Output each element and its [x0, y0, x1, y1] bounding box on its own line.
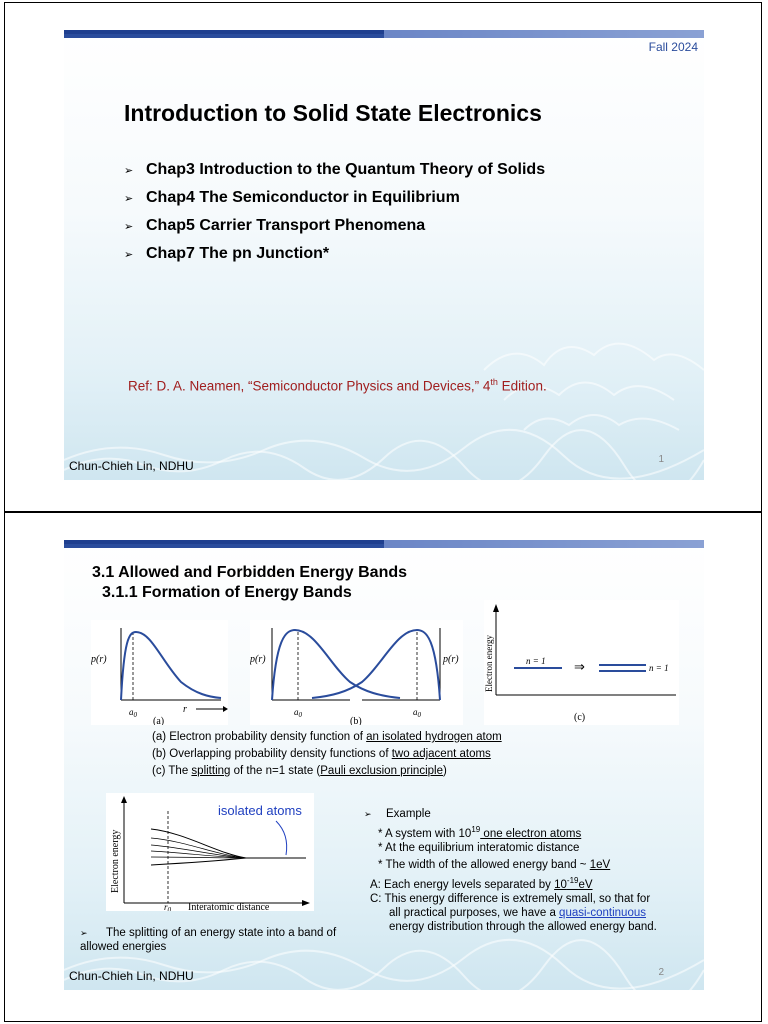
example-line-3: * The width of the allowed energy band ~ 1eV: [378, 859, 611, 871]
svg-text:a0: $a_0$: [129, 707, 137, 719]
svg-text:isolated atoms: isolated atoms: [218, 803, 302, 818]
page-number: 1: [658, 454, 664, 465]
example-line-1: * A system with $10^{19}$ one electron atoms: [378, 825, 582, 840]
figure-band-formation: [106, 793, 314, 911]
slide-2: [64, 540, 704, 990]
page-number: 2: [658, 967, 664, 978]
figure-a-isolated-atom: [91, 620, 228, 725]
slide-title: Introduction to Solid State Electronics: [124, 100, 542, 126]
svg-text:⇒: ⇒: [574, 659, 585, 674]
subsection-heading: 3.1.1 Formation of Energy Bands: [102, 584, 352, 601]
example-answer-a: A: Each energy levels separated by $10^{-19}eV$: [370, 876, 593, 891]
svg-text:Electron energy: Electron energy: [484, 634, 494, 692]
semester-label: Fall 2024: [648, 40, 698, 54]
chapter-item: ➢ Chap4 The Semiconductor in Equilibrium: [124, 189, 460, 206]
band-note: ➢ The splitting of an energy state into a band of allowed energies: [80, 927, 337, 953]
figure-b-two-atoms: [250, 620, 463, 725]
caption-a: (a) Electron probability density function of an isolated hydrogen atom: [152, 731, 502, 743]
svg-text:a0: $a_0$: [413, 707, 421, 719]
arrow-bullet-icon: ➢: [124, 249, 134, 261]
caption-c: (c) The splitting of the n=1 state (Pauli exclusion principle): [152, 765, 447, 777]
slide-1: [64, 30, 704, 480]
example-heading: ➢ Example: [364, 808, 431, 820]
arrow-bullet-icon: ➢: [124, 193, 134, 205]
svg-text:n = 1: n = 1: [649, 663, 669, 673]
svg-text:a0: $a_0$: [294, 707, 302, 719]
footer-author: Chun-Chieh Lin, NDHU: [69, 459, 194, 473]
footer-author: Chun-Chieh Lin, NDHU: [69, 969, 194, 983]
svg-text:Electron energy: Electron energy: [110, 829, 121, 893]
arrow-bullet-icon: ➢: [124, 221, 134, 233]
example-answer-c-3: energy distribution through the allowed energy band.: [389, 921, 657, 933]
svg-text:n = 1: n = 1: [526, 656, 546, 666]
arrow-bullet-icon: ➢: [80, 928, 88, 938]
svg-text:r: r: [183, 704, 187, 715]
arrow-bullet-icon: ➢: [124, 165, 134, 177]
arrow-bullet-icon: ➢: [364, 809, 372, 819]
caption-b: (b) Overlapping probability density functions of two adjacent atoms: [152, 748, 491, 760]
svg-text:p(r): p(r): [91, 654, 107, 665]
svg-text:r0: $r_0$: [164, 902, 172, 911]
reference-text: Ref: D. A. Neamen, “Semiconductor Physics and Devices,” 4th Edition.: [128, 377, 547, 394]
svg-text:(b): (b): [350, 716, 362, 725]
example-answer-c-2: all practical purposes, we have a quasi-continuous: [389, 907, 646, 919]
svg-text:(a): (a): [153, 716, 165, 725]
example-answer-c-1: C: This energy difference is extremely small, so that for: [370, 893, 651, 905]
wave-decoration: [64, 310, 704, 480]
chapter-item: ➢ Chap3 Introduction to the Quantum Theory of Solids: [124, 161, 546, 178]
svg-text:p(r): p(r): [443, 654, 459, 665]
example-line-2: * At the equilibrium interatomic distance: [378, 842, 580, 854]
chapter-item: ➢ Chap7 The pn Junction*: [124, 245, 330, 262]
section-heading: 3.1 Allowed and Forbidden Energy Bands: [92, 564, 408, 581]
slide-top-bar: [64, 540, 704, 548]
svg-text:(c): (c): [574, 712, 586, 723]
svg-text:p(r): p(r): [250, 654, 266, 665]
figure-c-state-splitting: [484, 600, 679, 725]
svg-text:Interatomic distance: Interatomic distance: [188, 902, 270, 911]
slide-top-bar: [64, 30, 704, 38]
chapter-item: ➢ Chap5 Carrier Transport Phenomena: [124, 217, 426, 234]
